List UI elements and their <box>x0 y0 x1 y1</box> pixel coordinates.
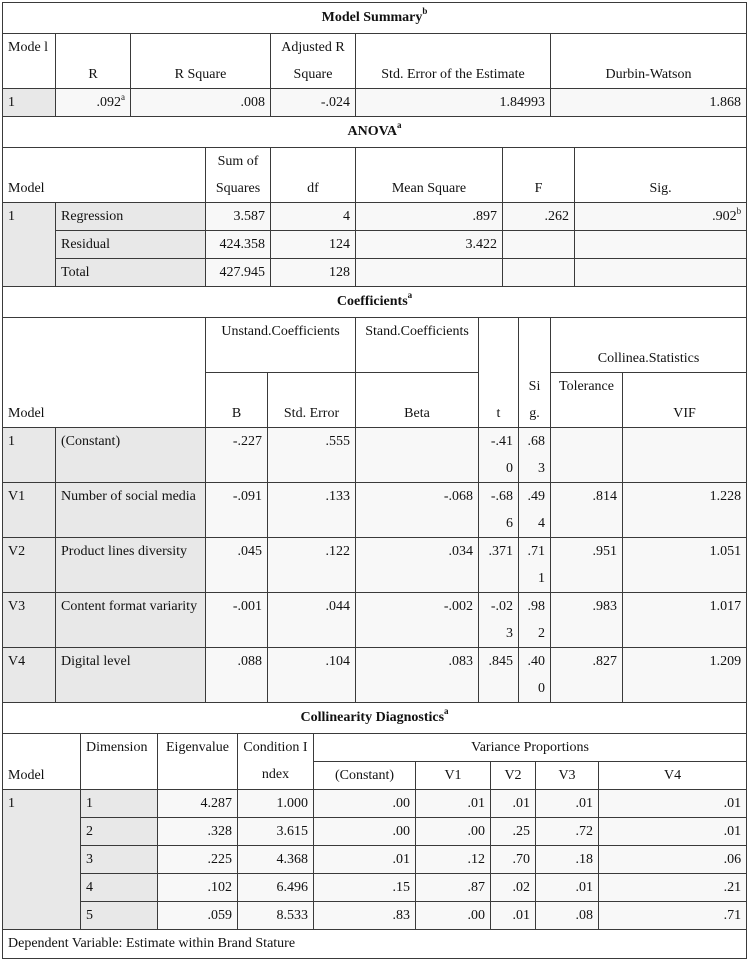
header-df: df <box>271 148 356 203</box>
cell-v3: .01 <box>536 790 599 818</box>
cell-t: -.023 <box>479 593 519 648</box>
cell-v2: .25 <box>491 818 536 846</box>
header-beta: Beta <box>356 373 479 428</box>
cell-model: 1 <box>3 790 81 930</box>
cell-predictor: (Constant) <box>56 428 206 483</box>
table-row <box>3 483 747 538</box>
table-row <box>3 231 747 259</box>
cell-predictor: Content format variarity <box>56 593 206 648</box>
cell-v1: .12 <box>416 846 491 874</box>
cell-eigenvalue: .225 <box>158 846 238 874</box>
cell-source: Total <box>56 259 206 287</box>
model-summary-title: Model Summary$^b$ <box>3 3 747 34</box>
header-f: F <box>503 148 575 203</box>
cell-f: .262 <box>503 203 575 231</box>
cell-beta <box>356 428 479 483</box>
cell-v3: .08 <box>536 902 599 930</box>
header-sig: Sig. <box>575 148 747 203</box>
cell-mean-square: .897 <box>356 203 503 231</box>
header-adjusted-r-square: Adjusted R Square <box>271 34 356 89</box>
cell-beta: .034 <box>356 538 479 593</box>
header-r-square: R Square <box>131 34 271 89</box>
header-r: R <box>56 34 131 89</box>
header-collinearity-statistics: Collinea.Statistics <box>551 318 747 373</box>
cell-model: V3 <box>3 593 56 648</box>
cell-df: 128 <box>271 259 356 287</box>
cell-tolerance: .827 <box>551 648 623 703</box>
cell-eigenvalue: .059 <box>158 902 238 930</box>
cell-constant: .15 <box>314 874 416 902</box>
cell-condition-index: 3.615 <box>238 818 314 846</box>
cell-predictor: Digital level <box>56 648 206 703</box>
cell-v1: .87 <box>416 874 491 902</box>
cell-condition-index: 1.000 <box>238 790 314 818</box>
anova-table <box>2 116 747 287</box>
cell-sum-of-squares: 427.945 <box>206 259 271 287</box>
cell-durbin-watson: 1.868 <box>551 89 747 117</box>
cell-v2: .70 <box>491 846 536 874</box>
table-row <box>3 428 747 483</box>
cell-sig <box>575 231 747 259</box>
collinearity-title: Collinearity Diagnostics$^a$ <box>3 703 747 734</box>
cell-model: V2 <box>3 538 56 593</box>
cell-t: -.686 <box>479 483 519 538</box>
header-v1: V1 <box>416 762 491 790</box>
cell-sig: .683 <box>519 428 551 483</box>
cell-std-error: .555 <box>268 428 356 483</box>
dependent-variable-footnote: Dependent Variable: Estimate within Brand Stature <box>3 930 747 959</box>
cell-v2: .01 <box>491 902 536 930</box>
cell-sum-of-squares: 3.587 <box>206 203 271 231</box>
coefficients-title: Coefficients$^a$ <box>3 287 747 318</box>
header-condition-index: Condition Index <box>238 734 314 790</box>
cell-model: V1 <box>3 483 56 538</box>
cell-sig: .400 <box>519 648 551 703</box>
table-row <box>3 846 747 874</box>
cell-constant: .00 <box>314 818 416 846</box>
cell-sum-of-squares: 424.358 <box>206 231 271 259</box>
cell-predictor: Number of social media <box>56 483 206 538</box>
cell-tolerance <box>551 428 623 483</box>
table-row <box>3 902 747 930</box>
cell-model: 1 <box>3 203 56 287</box>
cell-v4: .21 <box>599 874 747 902</box>
cell-v3: .18 <box>536 846 599 874</box>
cell-v1: .00 <box>416 902 491 930</box>
header-std-error-estimate: Std. Error of the Estimate <box>356 34 551 89</box>
cell-eigenvalue: .102 <box>158 874 238 902</box>
table-row <box>3 874 747 902</box>
header-durbin-watson: Durbin-Watson <box>551 34 747 89</box>
cell-beta: .083 <box>356 648 479 703</box>
cell-t: .371 <box>479 538 519 593</box>
cell-constant: .00 <box>314 790 416 818</box>
cell-v4: .01 <box>599 790 747 818</box>
cell-std-error: 1.84993 <box>356 89 551 117</box>
cell-sig: .982 <box>519 593 551 648</box>
cell-v4: .06 <box>599 846 747 874</box>
cell-std-error: .133 <box>268 483 356 538</box>
cell-v2: .02 <box>491 874 536 902</box>
header-b: B <box>206 373 268 428</box>
cell-sig: .711 <box>519 538 551 593</box>
header-mean-square: Mean Square <box>356 148 503 203</box>
cell-t: -.410 <box>479 428 519 483</box>
coefficients-table <box>2 286 747 703</box>
cell-vif: 1.228 <box>623 483 747 538</box>
header-sum-of-squares: Sum of Squares <box>206 148 271 203</box>
header-v4: V4 <box>599 762 747 790</box>
model-summary-table <box>2 2 747 117</box>
table-row <box>3 818 747 846</box>
header-model: Model <box>3 318 206 428</box>
header-tolerance: Tolerance <box>551 373 623 428</box>
regression-output <box>2 2 746 959</box>
cell-tolerance: .983 <box>551 593 623 648</box>
table-row <box>3 790 747 818</box>
table-row <box>3 259 747 287</box>
cell-predictor: Product lines diversity <box>56 538 206 593</box>
cell-sig: .494 <box>519 483 551 538</box>
cell-v3: .01 <box>536 874 599 902</box>
cell-beta: -.002 <box>356 593 479 648</box>
cell-eigenvalue: 4.287 <box>158 790 238 818</box>
cell-dimension: 2 <box>81 818 158 846</box>
cell-dimension: 4 <box>81 874 158 902</box>
cell-std-error: .044 <box>268 593 356 648</box>
cell-condition-index: 8.533 <box>238 902 314 930</box>
header-constant: (Constant) <box>314 762 416 790</box>
cell-f <box>503 231 575 259</box>
header-eigenvalue: Eigenvalue <box>158 734 238 790</box>
cell-vif: 1.051 <box>623 538 747 593</box>
table-row <box>3 648 747 703</box>
cell-b: .088 <box>206 648 268 703</box>
cell-b: -.001 <box>206 593 268 648</box>
cell-eigenvalue: .328 <box>158 818 238 846</box>
cell-b: -.091 <box>206 483 268 538</box>
header-dimension: Dimension <box>81 734 158 790</box>
cell-sig <box>575 259 747 287</box>
cell-v1: .00 <box>416 818 491 846</box>
anova-title: ANOVA$^a$ <box>3 117 747 148</box>
cell-adjusted-r-square: -.024 <box>271 89 356 117</box>
cell-v3: .72 <box>536 818 599 846</box>
header-std-error: Std. Error <box>268 373 356 428</box>
cell-r-square: .008 <box>131 89 271 117</box>
cell-dimension: 1 <box>81 790 158 818</box>
header-t: t <box>479 318 519 428</box>
cell-model: 1 <box>3 428 56 483</box>
cell-r: .092$^a$ <box>56 89 131 117</box>
cell-df: 4 <box>271 203 356 231</box>
header-unstandardized-coefficients: Unstand.Coefficients <box>206 318 356 373</box>
cell-b: -.227 <box>206 428 268 483</box>
cell-vif: 1.017 <box>623 593 747 648</box>
cell-condition-index: 4.368 <box>238 846 314 874</box>
cell-beta: -.068 <box>356 483 479 538</box>
header-model: Mode l <box>3 34 56 89</box>
cell-tolerance: .951 <box>551 538 623 593</box>
header-model: Model <box>3 734 81 790</box>
cell-condition-index: 6.496 <box>238 874 314 902</box>
cell-tolerance: .814 <box>551 483 623 538</box>
cell-mean-square <box>356 259 503 287</box>
header-v3: V3 <box>536 762 599 790</box>
cell-t: .845 <box>479 648 519 703</box>
header-variance-proportions: Variance Proportions <box>314 734 747 762</box>
cell-b: .045 <box>206 538 268 593</box>
cell-sig: .902$^b$ <box>575 203 747 231</box>
cell-std-error: .122 <box>268 538 356 593</box>
cell-constant: .83 <box>314 902 416 930</box>
cell-mean-square: 3.422 <box>356 231 503 259</box>
cell-f <box>503 259 575 287</box>
table-row <box>3 203 747 231</box>
header-sig: Sig. <box>519 318 551 428</box>
table-row <box>3 89 747 117</box>
collinearity-diagnostics-table <box>2 702 747 959</box>
cell-constant: .01 <box>314 846 416 874</box>
cell-dimension: 3 <box>81 846 158 874</box>
cell-vif <box>623 428 747 483</box>
cell-std-error: .104 <box>268 648 356 703</box>
header-vif: VIF <box>623 373 747 428</box>
cell-v4: .71 <box>599 902 747 930</box>
header-standardized-coefficients: Stand.Coefficients <box>356 318 479 373</box>
cell-v2: .01 <box>491 790 536 818</box>
cell-dimension: 5 <box>81 902 158 930</box>
cell-v4: .01 <box>599 818 747 846</box>
header-model: Model <box>3 148 206 203</box>
cell-model: V4 <box>3 648 56 703</box>
cell-source: Regression <box>56 203 206 231</box>
cell-v1: .01 <box>416 790 491 818</box>
header-v2: V2 <box>491 762 536 790</box>
cell-df: 124 <box>271 231 356 259</box>
cell-vif: 1.209 <box>623 648 747 703</box>
table-row <box>3 593 747 648</box>
cell-source: Residual <box>56 231 206 259</box>
cell-model: 1 <box>3 89 56 117</box>
table-row <box>3 538 747 593</box>
